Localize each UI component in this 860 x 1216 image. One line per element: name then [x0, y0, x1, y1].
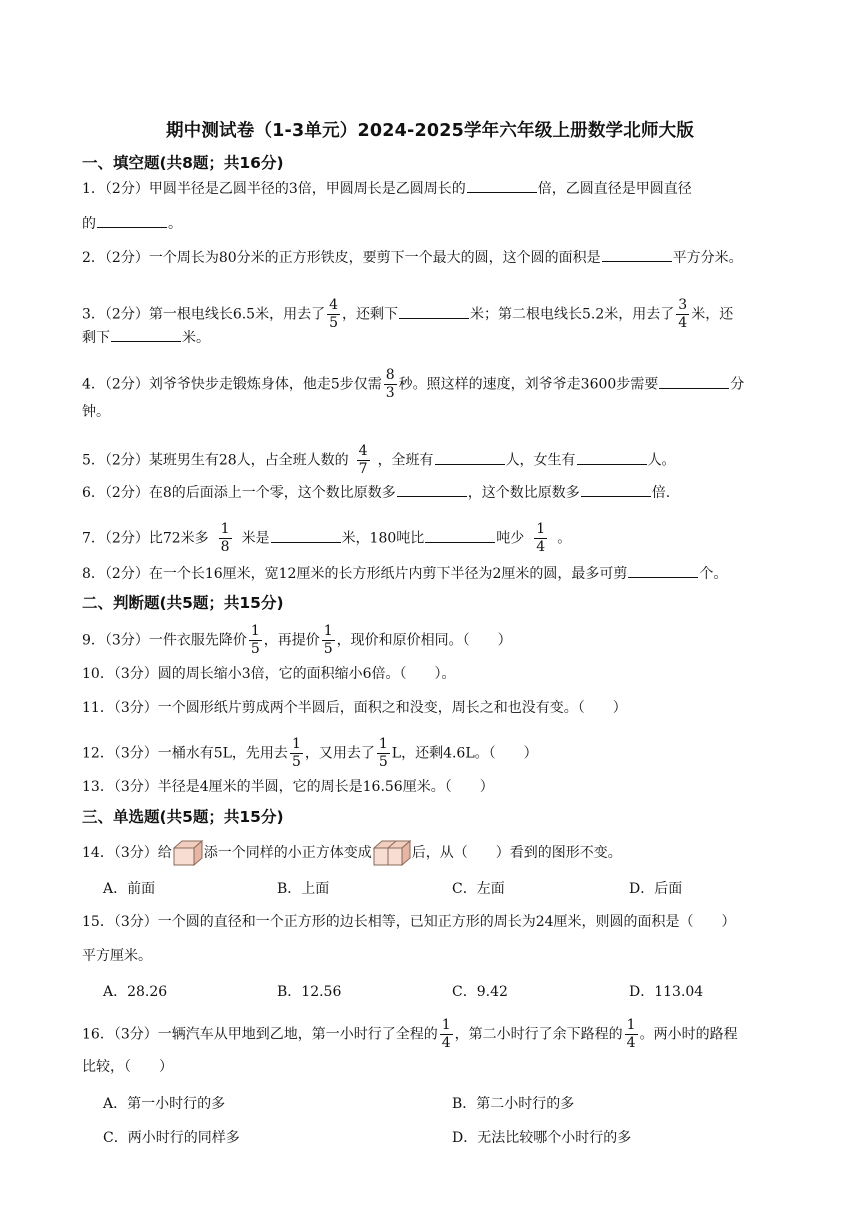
q8-text: 8．（2分）在一个长16厘米，宽12厘米的长方形纸片内剪下半径为2厘米的圆，最多可剪 [82, 566, 628, 582]
question-1-line-1 [82, 178, 692, 199]
answer-blank [111, 327, 181, 342]
q4-text: 分 [730, 376, 745, 393]
q6-text: 6．（2分）在8的后面添上一个零，这个数比原数多 [82, 485, 396, 501]
q15-option-d[interactable]: D．113.04 [629, 984, 704, 1000]
fraction: $\frac{1}{4}$ [441, 1017, 451, 1051]
q3-text: 剩下 [82, 330, 110, 346]
q5-text: 5．（2分）某班男生有28人，占全班人数的 [82, 452, 349, 469]
question-4-line-1 [82, 367, 744, 402]
question-4-line-2 [82, 402, 110, 422]
question-7 [82, 521, 571, 556]
q2-text: 平方分米。 [672, 250, 743, 266]
q7-text: 米是 [241, 530, 270, 547]
question-13: 13．（3分）半径是4厘米的半圆，它的周长是16.56厘米。（ ） [82, 779, 494, 795]
question-3-line-2 [82, 327, 210, 348]
q14-text: 14．（3分）给 [82, 845, 172, 861]
question-6 [82, 482, 670, 503]
q4-text: 4．（2分）刘爷爷快步走锻炼身体，他走5步仅需 [82, 376, 382, 393]
question-9 [82, 623, 512, 658]
q5-text: 人。 [647, 452, 676, 469]
question-14 [82, 838, 622, 868]
q7-text: 。 [557, 530, 572, 547]
fraction: $\frac{1}{4}$ [626, 1017, 636, 1051]
q12-text: L，还剩4.6L。（ ） [391, 745, 538, 762]
q1-text: 倍，乙圆直径是甲圆直径 [537, 181, 692, 197]
answer-blank [397, 482, 467, 497]
question-15-line-1: 15．（3分）一个圆的直径和一个正方形的边长相等，已知正方形的周长为24厘米，则圆的面积是（ ） [82, 914, 736, 930]
q5-text: ，全班有 [377, 452, 434, 469]
question-5 [82, 443, 676, 478]
q7-text: 吨少 [496, 530, 525, 547]
fraction: $\frac{3}{4}$ [678, 297, 688, 331]
answer-blank [602, 247, 672, 262]
answer-blank [467, 178, 537, 193]
two-cubes-icon [372, 839, 412, 867]
q4-text: 钟。 [82, 404, 110, 420]
q3-text: 3．（2分）第一根电线长6.5米，用去了 [82, 306, 326, 323]
q1-text: 的 [82, 216, 96, 232]
q15-option-c[interactable]: C．9.42 [452, 984, 508, 1000]
q3-text: 米；第二根电线长5.2米，用去了 [470, 306, 675, 323]
question-2 [82, 247, 743, 268]
q16-text: 16．（3分）一辆汽车从甲地到乙地，第一小时行了全程的 [82, 1026, 438, 1043]
q9-text: ，现价和原价相同。（ ） [336, 632, 512, 649]
answer-blank [271, 528, 341, 543]
q14-option-c[interactable]: C．左面 [452, 881, 505, 897]
q3-text: 米，还 [691, 306, 734, 323]
question-11: 11．（3分）一个圆形纸片剪成两个半圆后，面积之和没变，周长之和也没有变。（ ） [82, 700, 627, 716]
q9-text: 9．（3分）一件衣服先降价 [82, 632, 247, 649]
q5-text: 人，女生有 [505, 452, 576, 469]
q16-option-a[interactable]: A．第一小时行的多 [103, 1096, 226, 1112]
q14-text: 添一个同样的小正方体变成 [203, 845, 372, 861]
single-cube-icon [172, 839, 204, 867]
q12-text: ，又用去了 [304, 745, 375, 762]
page-title: 期中测试卷（1-3单元）2024-2025学年六年级上册数学北师大版 [165, 121, 695, 141]
answer-blank [425, 528, 495, 543]
q14-option-d[interactable]: D．后面 [629, 881, 683, 897]
q1-text: 。 [168, 216, 182, 232]
q15-option-a[interactable]: A．28.26 [103, 984, 168, 1000]
q16-text: ，第二小时行了余下路程的 [454, 1026, 623, 1043]
answer-blank [581, 482, 651, 497]
answer-blank [435, 450, 505, 465]
fraction: $\frac{1}{4}$ [536, 521, 546, 555]
q12-text: 12．（3分）一桶水有5L，先用去 [82, 745, 288, 762]
q16-option-b[interactable]: B．第二小时行的多 [452, 1096, 575, 1112]
question-16-line-2: 比较，（ ） [82, 1059, 173, 1075]
fraction: $\frac{1}{5}$ [378, 736, 388, 770]
fraction: $\frac{4}{7}$ [358, 443, 368, 477]
answer-blank [628, 563, 698, 578]
q14-option-b[interactable]: B．上面 [277, 881, 330, 897]
answer-blank [659, 374, 729, 389]
question-8 [82, 563, 727, 584]
fraction: $\frac{1}{5}$ [291, 736, 301, 770]
q7-text: 7．（2分）比72米多 [82, 530, 209, 547]
fraction: $\frac{8}{3}$ [385, 367, 395, 401]
q3-text: 米。 [182, 330, 210, 346]
fraction: $\frac{1}{5}$ [323, 623, 333, 657]
question-10: 10．（3分）圆的周长缩小3倍，它的面积缩小6倍。（ ）。 [82, 666, 456, 682]
q15-option-b[interactable]: B．12.56 [277, 984, 342, 1000]
q9-text: ，再提价 [263, 632, 320, 649]
question-12 [82, 736, 538, 771]
q6-text: 倍. [651, 485, 671, 501]
section-fill-heading: 一、填空题(共8题；共16分) [82, 154, 284, 172]
q16-option-c[interactable]: C．两小时行的同样多 [103, 1130, 240, 1146]
section-judge-heading: 二、判断题(共5题；共15分) [82, 594, 284, 612]
q2-text: 2．（2分）一个周长为80分米的正方形铁皮，要剪下一个最大的圆，这个圆的面积是 [82, 250, 601, 266]
q16-option-d[interactable]: D．无法比较哪个小时行的多 [452, 1130, 632, 1146]
q6-text: ，这个数比原数多 [467, 485, 580, 501]
q8-text: 个。 [699, 566, 728, 582]
fraction: $\frac{1}{5}$ [250, 623, 260, 657]
section-choice-heading: 三、单选题(共5题；共15分) [82, 808, 284, 826]
q14-text: 后，从（ ）看到的图形不变。 [411, 845, 622, 861]
q4-text: 秒。照这样的速度，刘爷爷走3600步需要 [398, 376, 659, 393]
q3-text: ，还剩下 [342, 306, 399, 323]
answer-blank [577, 450, 647, 465]
q14-option-a[interactable]: A．前面 [103, 881, 156, 897]
answer-blank [399, 304, 469, 319]
answer-blank [97, 213, 167, 228]
q7-text: 米，180吨比 [341, 530, 425, 547]
q16-text: 。两小时的路程 [639, 1026, 738, 1043]
fraction: $\frac{4}{5}$ [329, 297, 339, 331]
fraction: $\frac{1}{8}$ [220, 521, 230, 555]
question-16-line-1 [82, 1017, 738, 1052]
q1-text: 1．（2分）甲圆半径是乙圆半径的3倍，甲圆周长是乙圆周长的 [82, 181, 466, 197]
question-15-line-2: 平方厘米。 [82, 948, 152, 964]
question-1-line-2 [82, 213, 182, 234]
